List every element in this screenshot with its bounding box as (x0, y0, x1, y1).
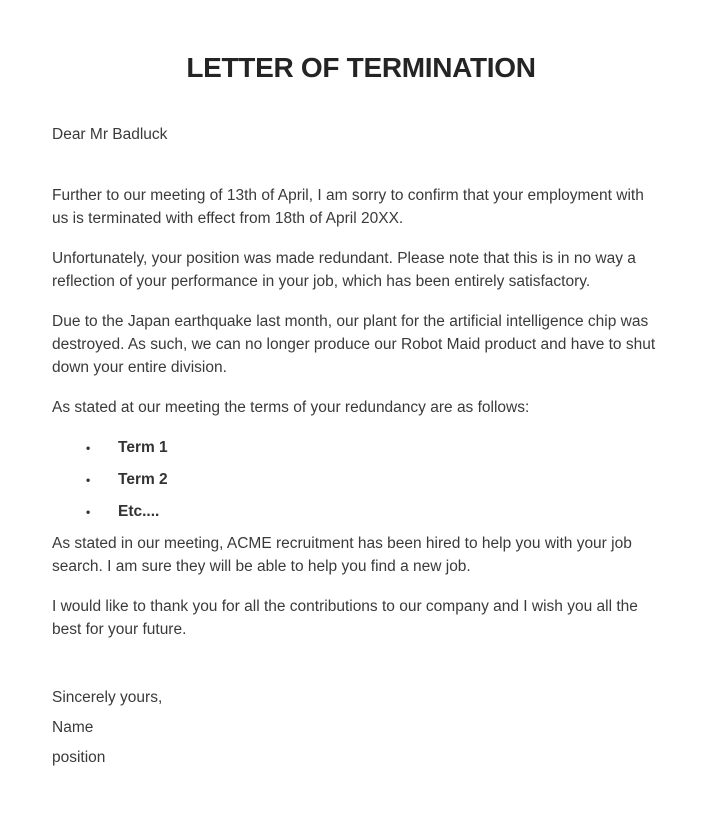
bullet-item (52, 436, 670, 460)
bullet-dot-icon: • (86, 441, 91, 455)
paragraph-line: reflection of your performance in your job, which has been entirely satisfactory. (52, 273, 591, 290)
bullet-dot-icon: • (86, 505, 91, 519)
closing-block (52, 686, 670, 769)
bullet-label: Term 1 (118, 439, 168, 456)
paragraph-line: best for your future. (52, 621, 187, 638)
letter-body (52, 184, 670, 641)
paragraph-line: I would like to thank you for all the contributions to our company and I wish you all the (52, 598, 638, 615)
bullet-list (52, 436, 670, 524)
paragraph-line: Due to the Japan earthquake last month, our plant for the artificial intelligence chip was (52, 313, 649, 330)
paragraph-line: As stated in our meeting, ACME recruitment has been hired to help you with your job (52, 535, 632, 552)
paragraph-line: As stated at our meeting the terms of your redundancy are as follows: (52, 399, 530, 416)
closing-name: Name (52, 719, 94, 736)
paragraph (52, 184, 670, 230)
salutation: Dear Mr Badluck (52, 126, 168, 143)
paragraph-line: Unfortunately, your position was made redundant. Please note that this is in no way a (52, 250, 636, 267)
paragraph (52, 247, 670, 293)
paragraph-line: Further to our meeting of 13th of April, I am sorry to confirm that your employment with (52, 187, 644, 204)
bullet-label: Term 2 (118, 471, 168, 488)
closing-position: position (52, 749, 106, 766)
paragraph (52, 396, 670, 419)
paragraph-line: down your entire division. (52, 359, 227, 376)
paragraph-line: us is terminated with effect from 18th of April 20XX. (52, 210, 404, 227)
paragraph (52, 595, 670, 641)
letter-title: LETTER OF TERMINATION (186, 52, 536, 83)
bullet-item (52, 468, 670, 492)
bullet-item (52, 500, 670, 524)
bullet-label: Etc.... (118, 503, 160, 520)
paragraph-line: destroyed. As such, we can no longer produce our Robot Maid product and have to shut (52, 336, 656, 353)
bullet-dot-icon: • (86, 473, 91, 487)
paragraph (52, 532, 670, 578)
paragraph-line: search. I am sure they will be able to help you find a new job. (52, 558, 471, 575)
closing-signoff: Sincerely yours, (52, 689, 163, 706)
paragraph (52, 310, 670, 379)
